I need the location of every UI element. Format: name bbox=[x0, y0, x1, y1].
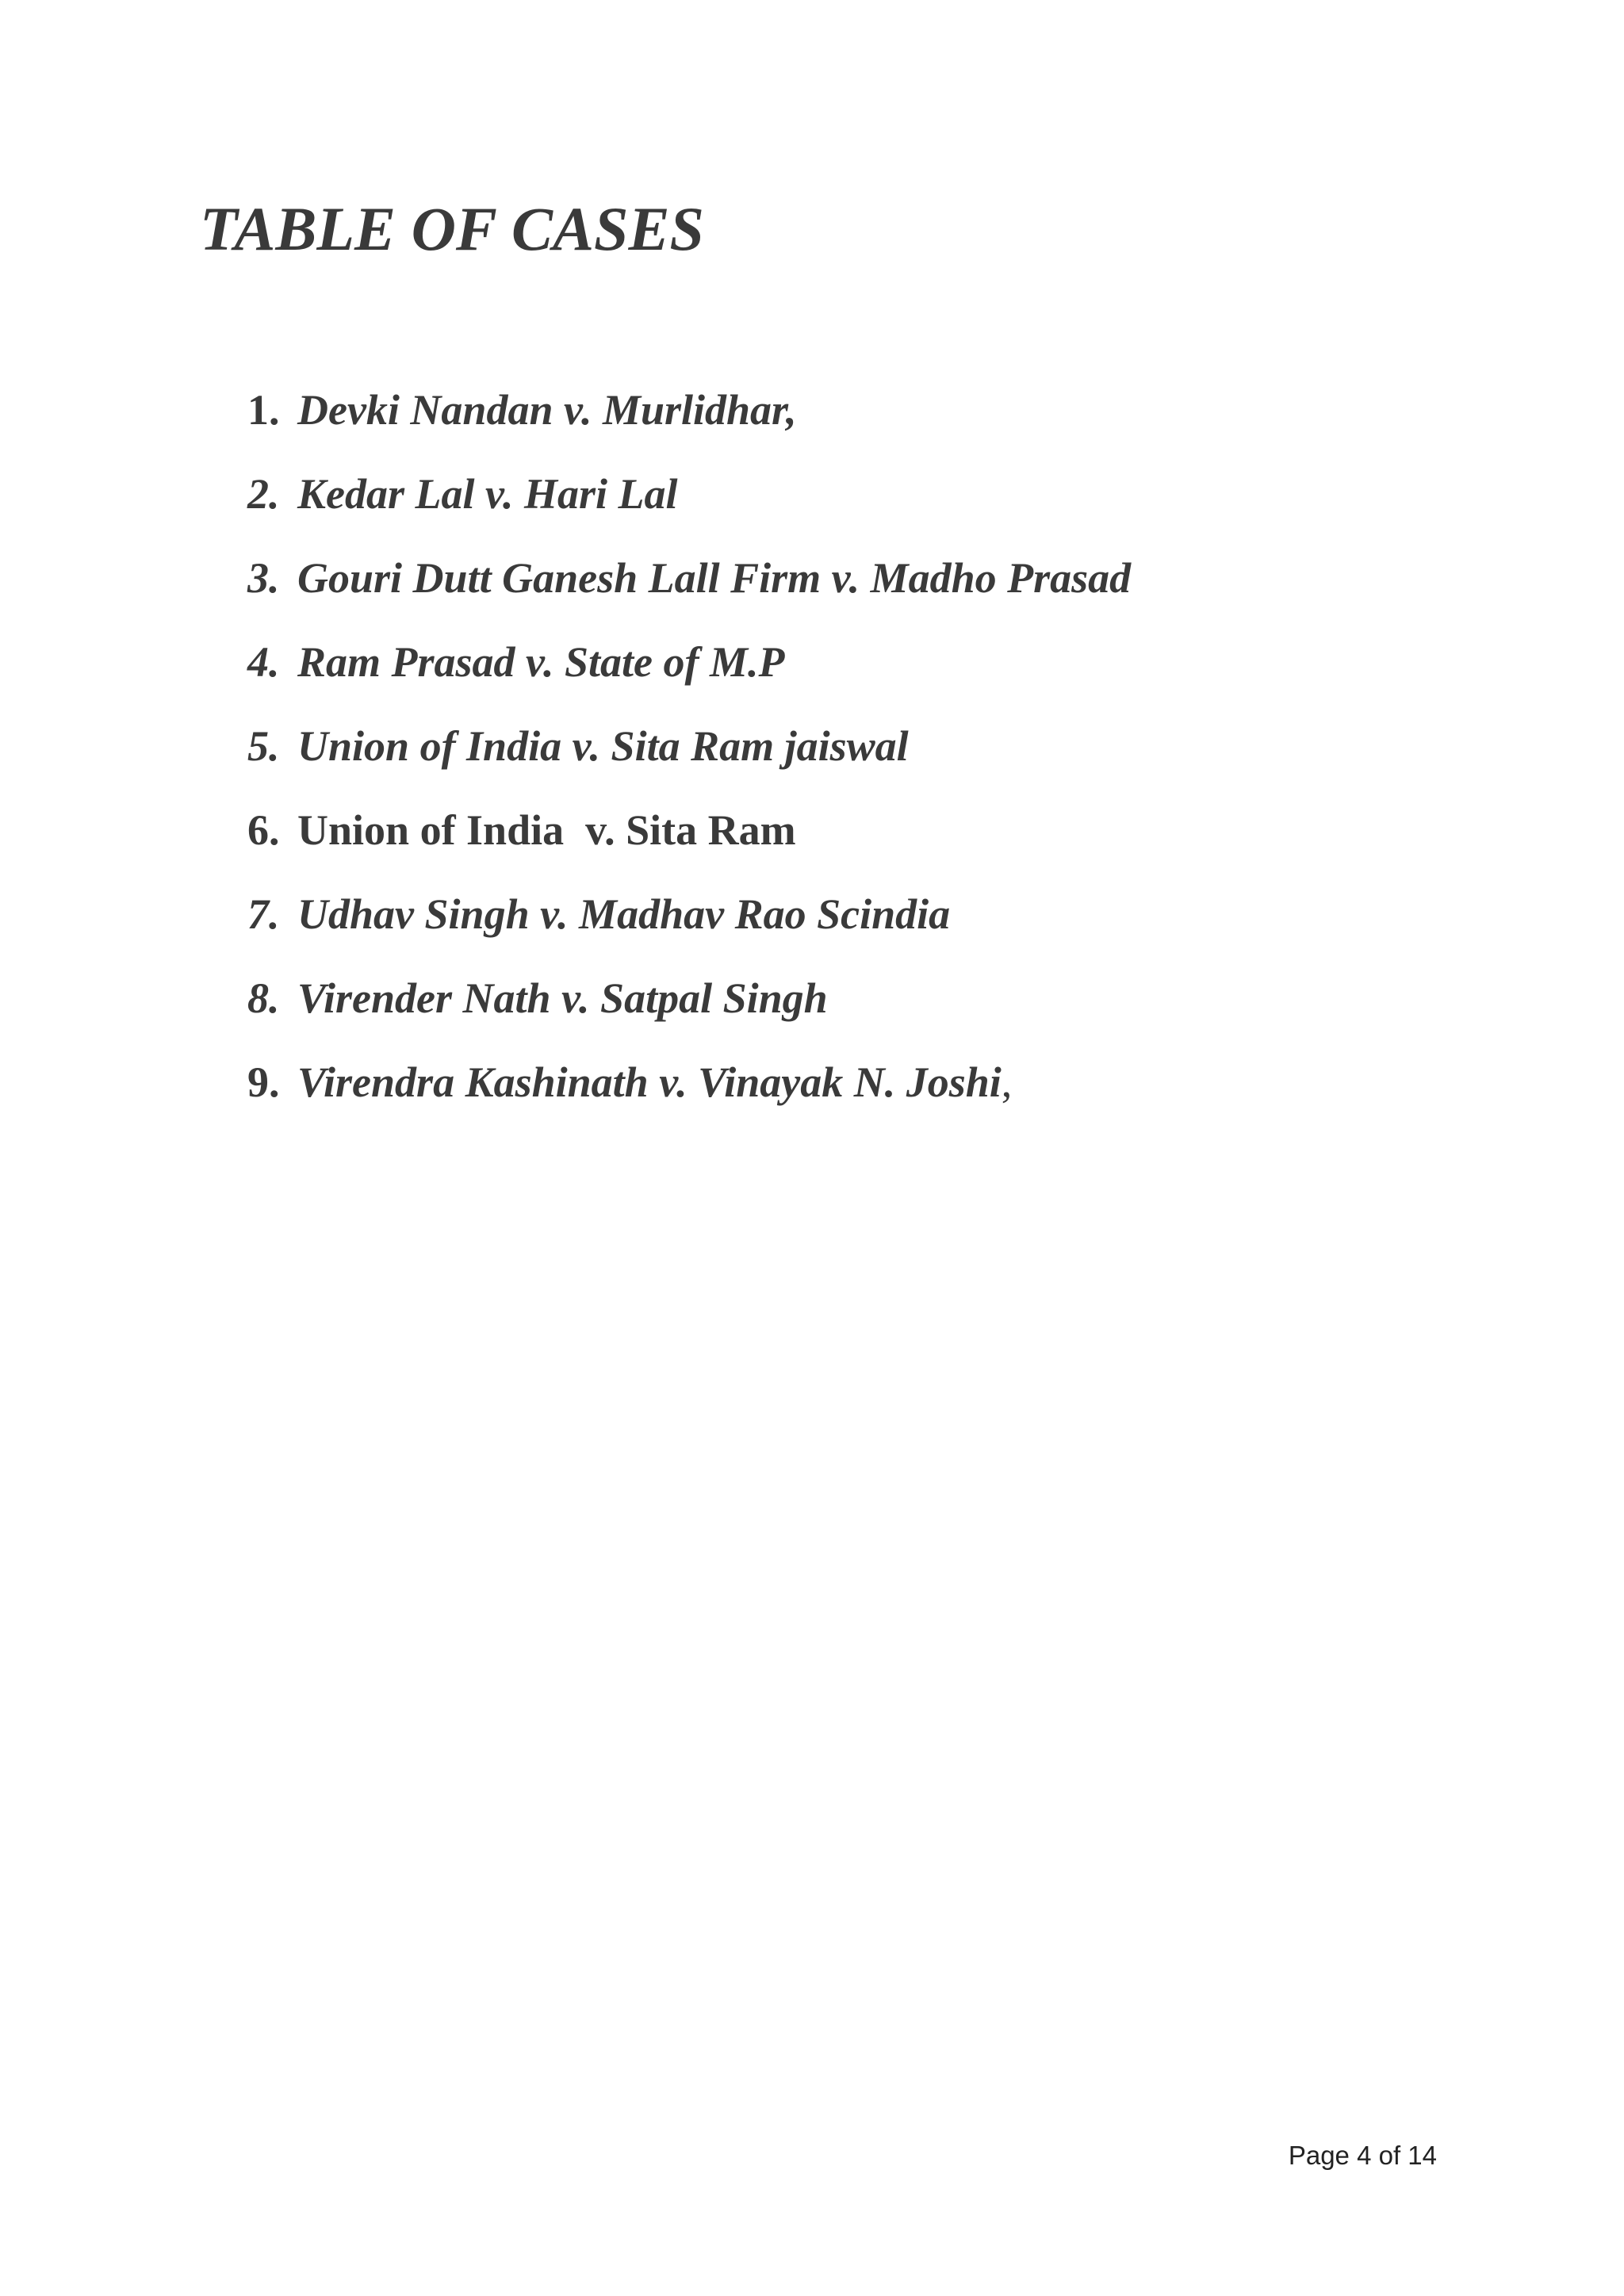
case-item bbox=[247, 633, 1131, 717]
case-item bbox=[247, 1053, 1131, 1137]
case-item bbox=[247, 969, 1131, 1053]
case-number: 4. bbox=[247, 638, 280, 686]
case-name: Union of India v. Sita Ram bbox=[297, 806, 796, 854]
case-name: Udhav Singh v. Madhav Rao Scindia bbox=[297, 890, 951, 938]
case-name: Kedar Lal v. Hari Lal bbox=[297, 470, 678, 518]
case-item bbox=[247, 801, 1131, 885]
case-item bbox=[247, 465, 1131, 549]
case-name: Devki Nandan v. Murlidhar, bbox=[297, 386, 797, 434]
case-item bbox=[247, 885, 1131, 969]
case-number: 8. bbox=[247, 974, 280, 1022]
case-number: 1. bbox=[247, 386, 280, 434]
case-number: 6. bbox=[247, 806, 280, 854]
case-number: 9. bbox=[247, 1058, 280, 1106]
case-trailing-comma: , bbox=[1001, 1058, 1013, 1106]
case-name: Ram Prasad v. State of M.P bbox=[297, 638, 785, 686]
page-number: Page 4 of 14 bbox=[1288, 2141, 1437, 2170]
case-item bbox=[247, 549, 1131, 633]
case-number: 3. bbox=[247, 554, 280, 602]
case-name: Virender Nath v. Satpal Singh bbox=[297, 974, 828, 1022]
case-list bbox=[247, 381, 1131, 1137]
case-item bbox=[247, 717, 1131, 801]
case-name: Union of India v. Sita Ram jaiswal bbox=[297, 722, 909, 770]
case-number: 2. bbox=[247, 470, 280, 518]
page-title: TABLE OF CASES bbox=[200, 194, 704, 263]
case-number: 5. bbox=[247, 722, 280, 770]
case-name: Virendra Kashinath v. Vinayak N. Joshi bbox=[297, 1058, 1002, 1106]
case-name: Gouri Dutt Ganesh Lall Firm v. Madho Prasad bbox=[297, 554, 1132, 602]
case-item bbox=[247, 381, 1131, 465]
case-number: 7. bbox=[247, 890, 280, 938]
